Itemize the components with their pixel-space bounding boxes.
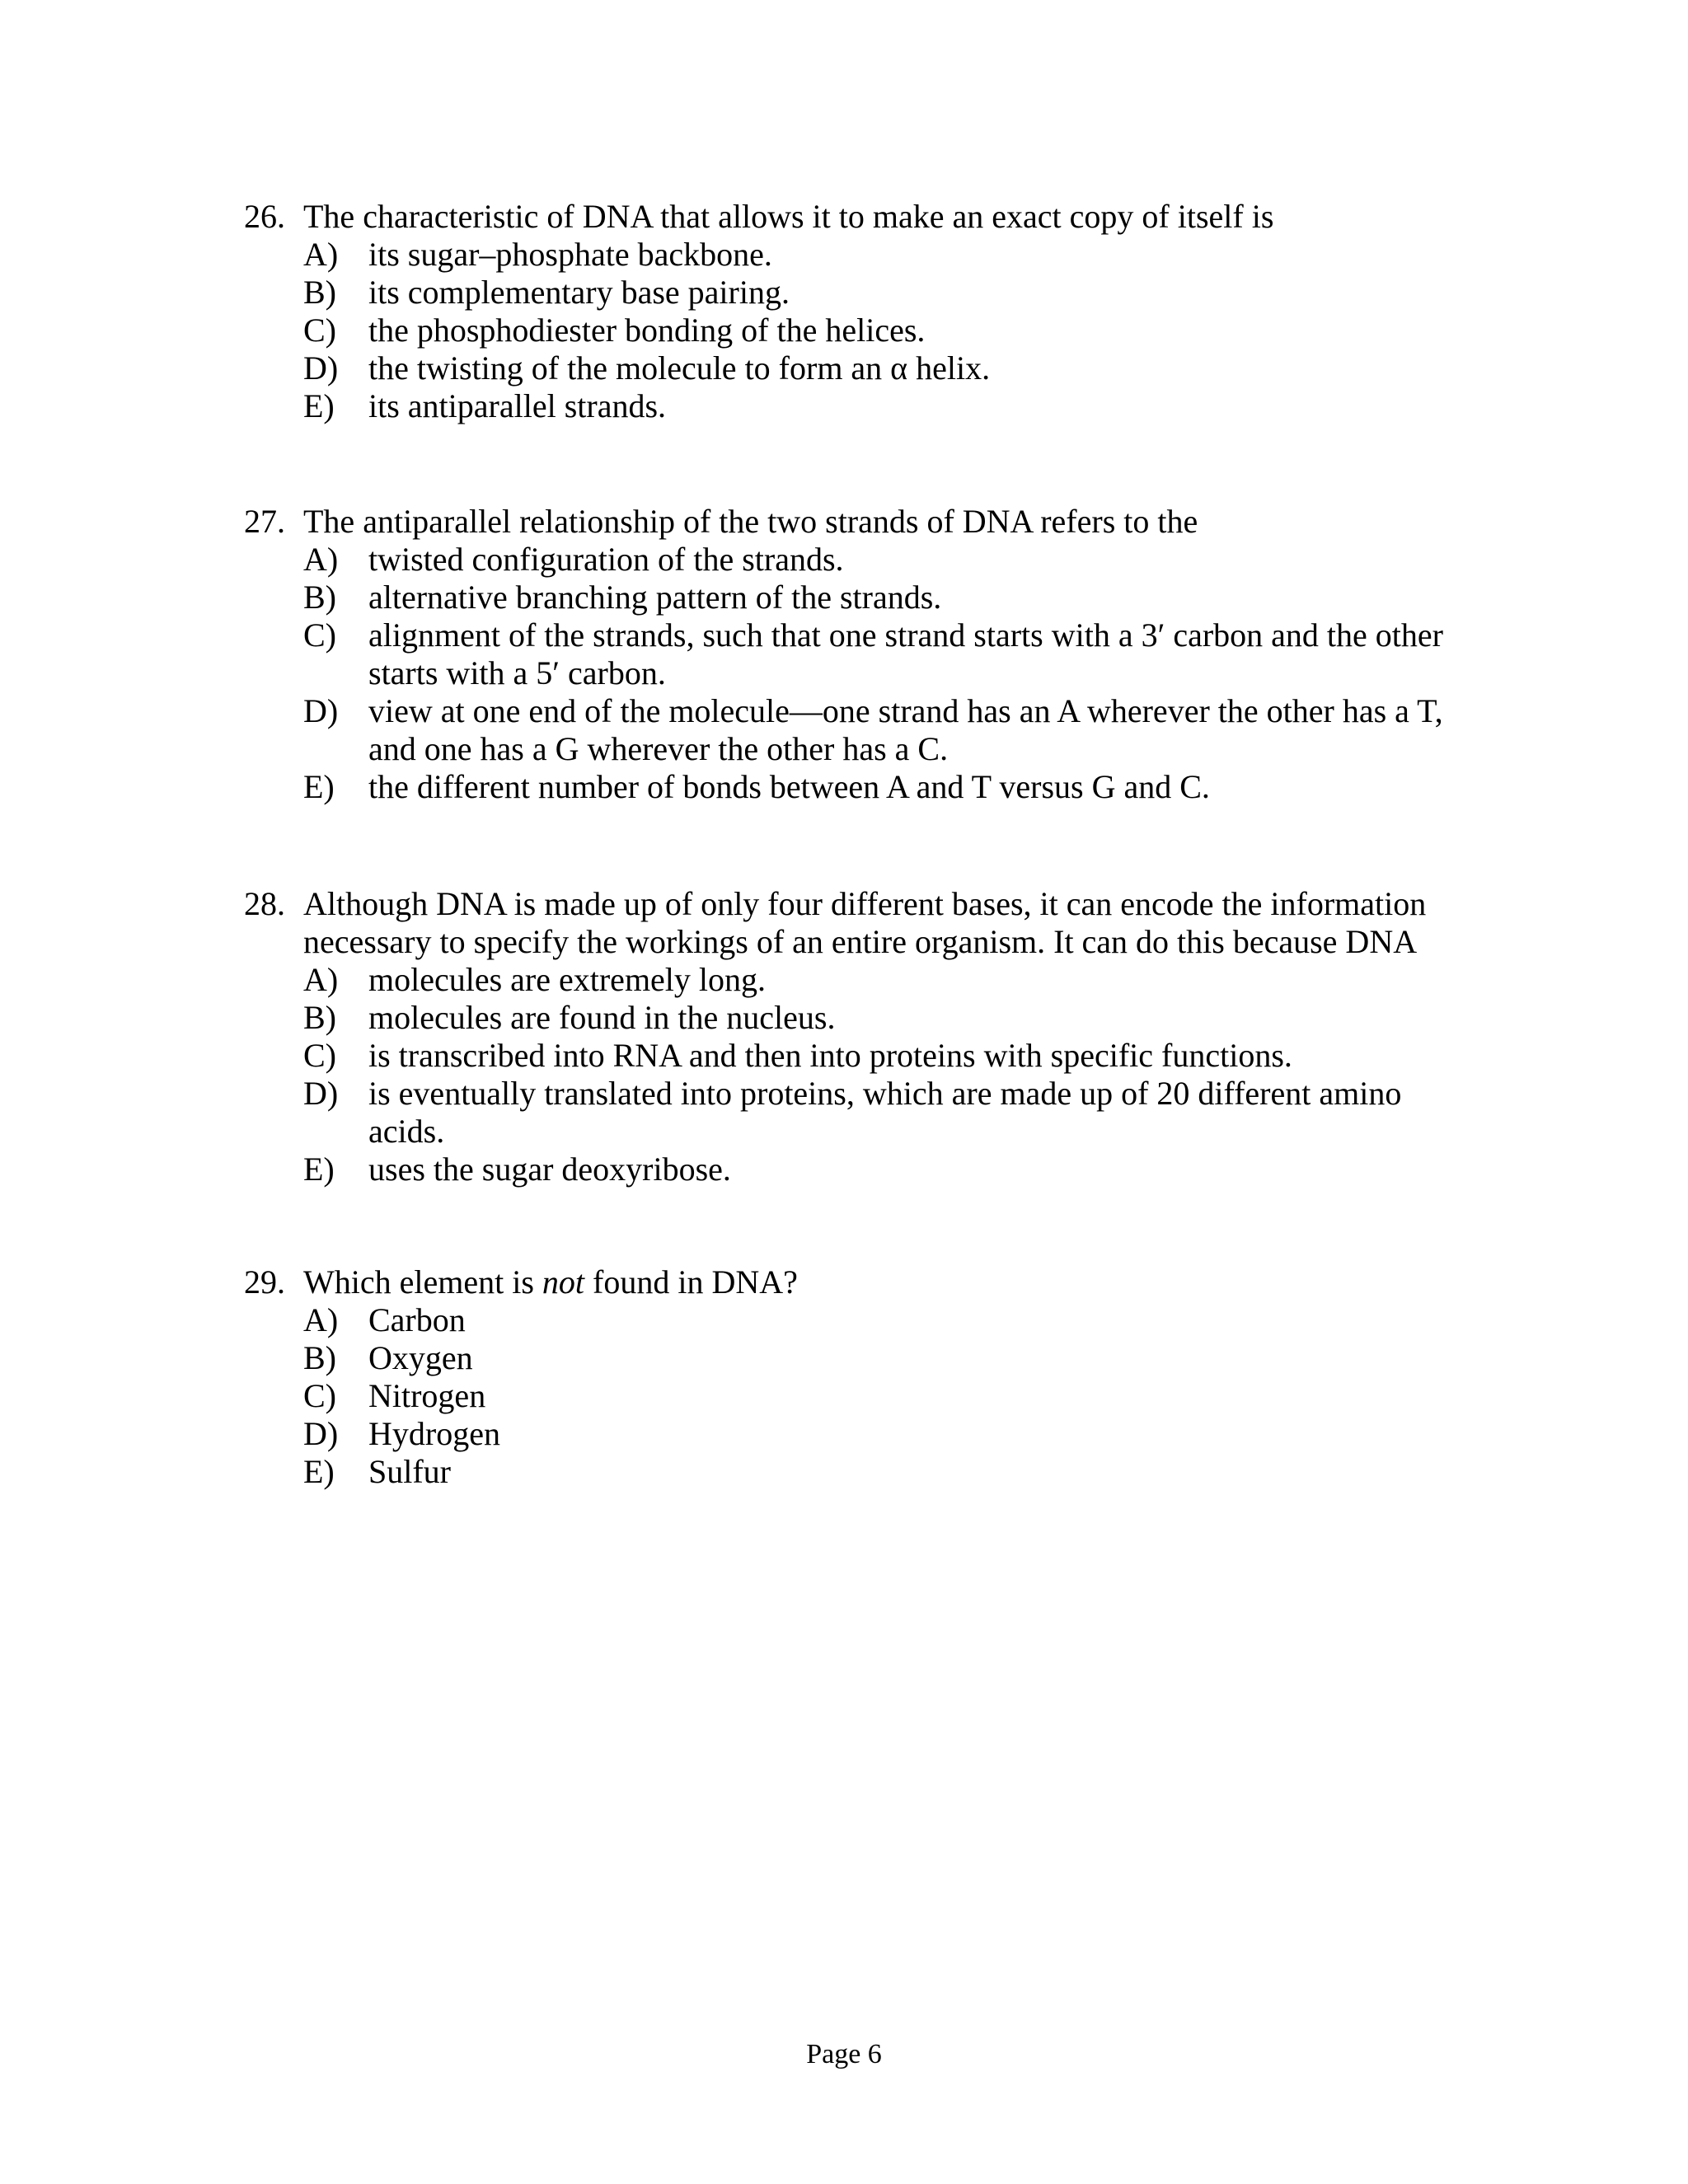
- question-27: [244, 503, 1464, 806]
- option-letter: E): [303, 1453, 335, 1490]
- option-letter: A): [303, 541, 339, 578]
- answer-option: [303, 349, 1464, 387]
- option-text: the phosphodiester bonding of the helices.: [368, 312, 926, 349]
- answer-options: [303, 1301, 1464, 1491]
- answer-option: [303, 1301, 1464, 1339]
- option-text: Nitrogen: [368, 1377, 486, 1414]
- option-text: molecules are extremely long.: [368, 961, 767, 998]
- answer-option: [303, 1339, 1464, 1377]
- option-text: its antiparallel strands.: [368, 387, 667, 424]
- question-text: [303, 1263, 1464, 1301]
- answer-option: [303, 579, 1464, 616]
- option-text: the different number of bonds between A and T versus G and C.: [368, 768, 1210, 805]
- answer-option: [303, 1151, 1464, 1188]
- answer-option: [303, 274, 1464, 312]
- answer-option: [303, 961, 1464, 999]
- answer-option: [303, 541, 1464, 579]
- question-text: Although DNA is made up of only four different bases, it can encode the information necessary to specify the workings of an entire organism. It can do this because DNA: [303, 885, 1427, 960]
- question-text-start: Which element is: [303, 1263, 542, 1301]
- question-28: [244, 885, 1464, 1188]
- question-stem: [244, 1263, 1464, 1301]
- option-text: is eventually translated into proteins, which are made up of 20 different amino acids.: [368, 1075, 1402, 1150]
- page-number: Page 6: [806, 2039, 882, 2069]
- option-text: its sugar–phosphate backbone.: [368, 236, 772, 273]
- answer-option: [303, 1075, 1464, 1151]
- answer-options: [303, 541, 1464, 806]
- question-29: [244, 1263, 1464, 1491]
- answer-option: [303, 1037, 1464, 1075]
- option-letter: B): [303, 274, 336, 311]
- answer-option: [303, 387, 1464, 425]
- option-text: Oxygen: [368, 1339, 473, 1376]
- answer-option: [303, 616, 1464, 692]
- answer-option: [303, 692, 1464, 768]
- question-number: 26.: [244, 198, 285, 235]
- option-letter: D): [303, 1075, 339, 1112]
- question-text-end: found in DNA?: [584, 1263, 798, 1301]
- answer-option: [303, 312, 1464, 349]
- option-text: uses the sugar deoxyribose.: [368, 1151, 731, 1188]
- option-text: twisted configuration of the strands.: [368, 541, 844, 578]
- question-stem: [244, 198, 1464, 236]
- option-letter: A): [303, 1301, 339, 1338]
- question-number: 28.: [244, 885, 285, 922]
- answer-option: [303, 999, 1464, 1037]
- option-letter: B): [303, 1339, 336, 1376]
- option-text: Carbon: [368, 1301, 466, 1338]
- option-text: Sulfur: [368, 1453, 451, 1490]
- option-text: is transcribed into RNA and then into proteins with specific functions.: [368, 1037, 1292, 1074]
- answer-option: [303, 1377, 1464, 1415]
- option-letter: A): [303, 961, 339, 998]
- answer-option: [303, 1453, 1464, 1491]
- option-letter: D): [303, 1415, 339, 1452]
- question-stem: [244, 503, 1464, 541]
- option-text: alignment of the strands, such that one strand starts with a 3′ carbon and the other starts with a 5′ carbon.: [368, 616, 1443, 691]
- option-letter: C): [303, 1037, 336, 1074]
- answer-option: [303, 768, 1464, 806]
- option-letter: A): [303, 236, 339, 273]
- option-letter: C): [303, 616, 336, 654]
- option-text: alternative branching pattern of the strands.: [368, 579, 942, 616]
- question-text: The antiparallel relationship of the two strands of DNA refers to the: [303, 503, 1198, 540]
- option-letter: E): [303, 768, 335, 805]
- option-letter: C): [303, 312, 336, 349]
- question-stem: [244, 885, 1464, 961]
- answer-options: [303, 236, 1464, 425]
- option-text: its complementary base pairing.: [368, 274, 790, 311]
- option-letter: D): [303, 349, 339, 387]
- question-number: 29.: [244, 1263, 285, 1301]
- question-text-emphasis: not: [542, 1263, 585, 1301]
- option-letter: B): [303, 999, 336, 1036]
- question-number: 27.: [244, 503, 285, 540]
- answer-option: [303, 236, 1464, 274]
- option-text: molecules are found in the nucleus.: [368, 999, 836, 1036]
- option-letter: D): [303, 692, 339, 729]
- question-text: The characteristic of DNA that allows it to make an exact copy of itself is: [303, 198, 1274, 235]
- option-text: Hydrogen: [368, 1415, 500, 1452]
- question-26: [244, 198, 1464, 425]
- option-letter: C): [303, 1377, 336, 1414]
- option-text: the twisting of the molecule to form an α helix.: [368, 349, 991, 387]
- answer-option: [303, 1415, 1464, 1453]
- answer-options: [303, 961, 1464, 1188]
- option-letter: E): [303, 387, 335, 424]
- option-text: view at one end of the molecule—one strand has an A wherever the other has a T, and one has a G wherever the other has a C.: [368, 692, 1443, 767]
- option-letter: E): [303, 1151, 335, 1188]
- option-letter: B): [303, 579, 336, 616]
